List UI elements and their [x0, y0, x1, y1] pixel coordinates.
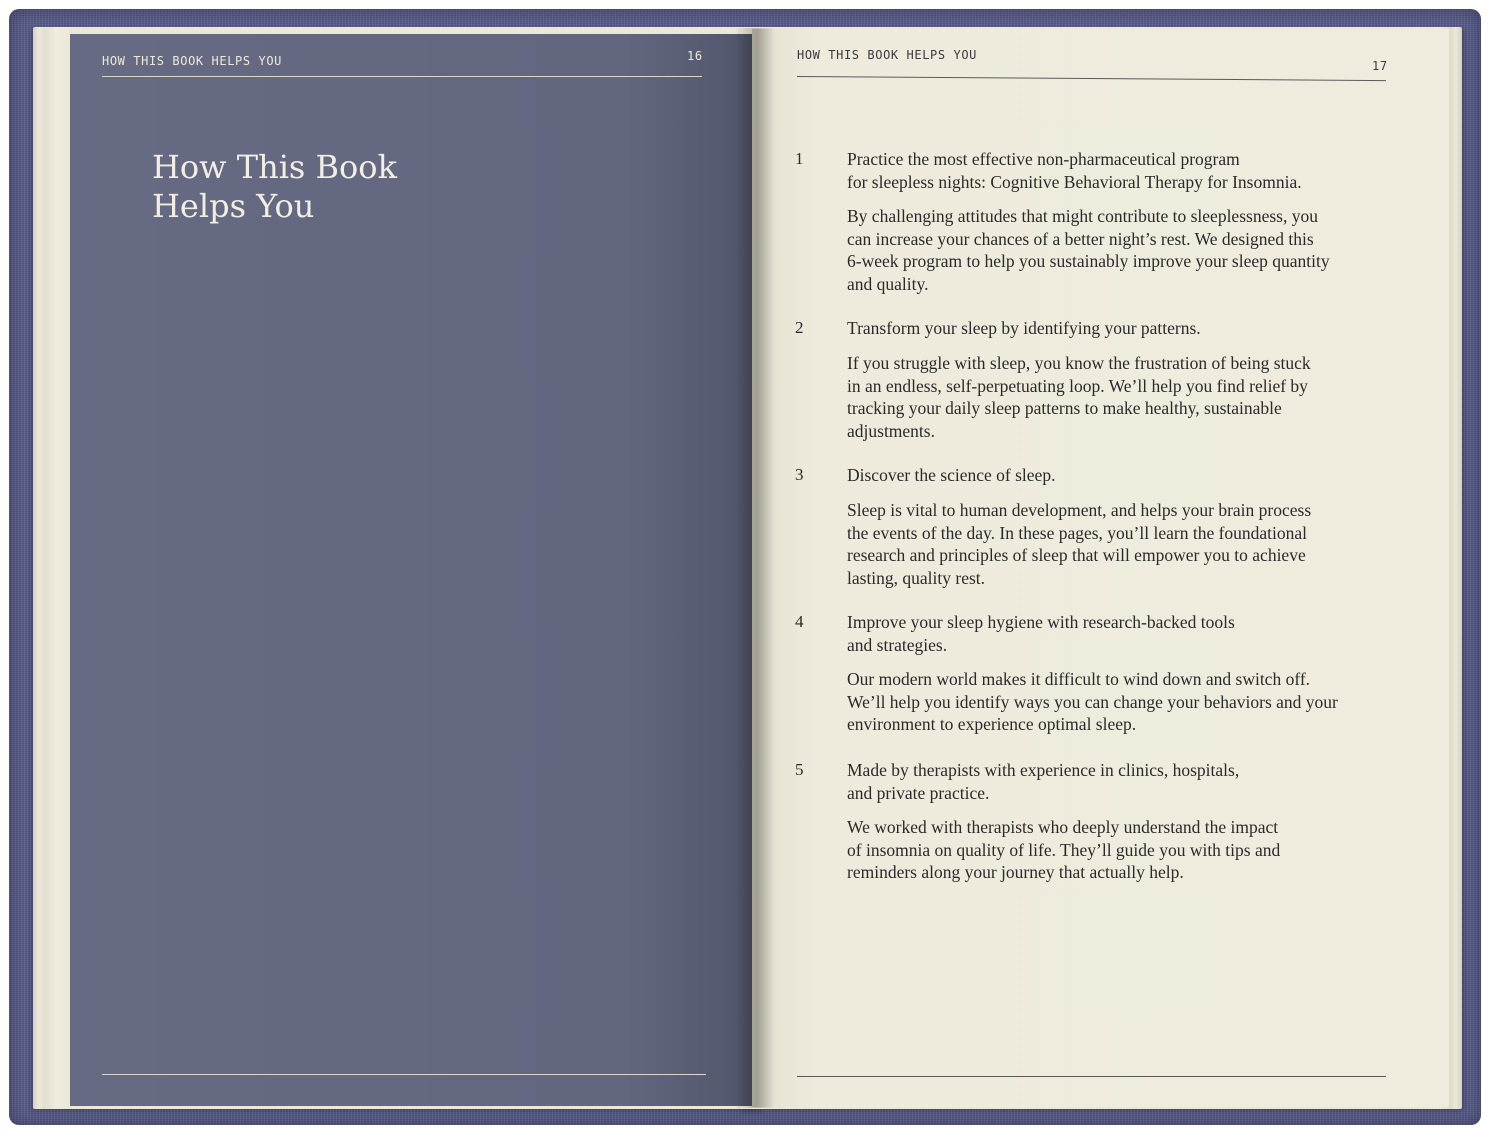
chapter-title-line: Helps You — [152, 187, 315, 225]
item-body-line: 6-week program to help you sustainably improve your sleep quantity — [847, 251, 1330, 271]
item-number: 5 — [795, 760, 804, 779]
item-number: 4 — [795, 612, 804, 631]
left-header-rule — [102, 76, 702, 77]
chapter-title-line: How This Book — [152, 148, 397, 186]
item-body-line: environment to experience optimal sleep. — [847, 714, 1137, 734]
item-heading — [847, 464, 1347, 487]
item-body — [847, 352, 1352, 442]
item-body-line: We’ll help you identify ways you can change your behaviors and your — [847, 691, 1338, 712]
item-heading-line: for sleepless nights: Cognitive Behavioral Therapy for Insomnia. — [847, 171, 1302, 192]
item-body — [847, 668, 1352, 736]
item-body-line: research and principles of sleep that will empower you to achieve — [847, 545, 1306, 565]
left-page-number: 16 — [687, 49, 703, 63]
right-page-number: 17 — [1372, 59, 1388, 73]
item-body-line: can increase your chances of a better night’s rest. We designed this — [847, 228, 1314, 249]
item-body-line: in an endless, self-perpetuating loop. We’ll help you find relief by — [847, 375, 1308, 396]
item-heading — [847, 759, 1347, 804]
item-heading-line: Discover the science of sleep. — [847, 465, 1056, 485]
item-body-line: By challenging attitudes that might contribute to sleeplessness, you — [847, 206, 1318, 226]
left-running-head: HOW THIS BOOK HELPS YOU — [102, 54, 282, 68]
item-heading-line: Transform your sleep by identifying your patterns. — [847, 318, 1201, 338]
item-heading-line: and strategies. — [847, 634, 948, 655]
item-heading-line: and private practice. — [847, 782, 990, 803]
item-body-line: reminders along your journey that actually help. — [847, 862, 1184, 882]
item-body-line: Our modern world makes it difficult to wind down and switch off. — [847, 669, 1311, 689]
item-body-line: adjustments. — [847, 420, 935, 441]
item-heading-line: Improve your sleep hygiene with research-backed tools — [847, 612, 1235, 632]
item-heading — [847, 148, 1347, 193]
item-number: 2 — [795, 318, 804, 337]
item-body-line: of insomnia on quality of life. They’ll guide you with tips and — [847, 839, 1281, 860]
item-body-line: tracking your daily sleep patterns to make healthy, sustainable — [847, 398, 1282, 418]
right-footer-rule — [797, 1076, 1386, 1077]
item-body-line: Sleep is vital to human development, and helps your brain process — [847, 500, 1312, 520]
item-body-line: We worked with therapists who deeply understand the impact — [847, 817, 1279, 837]
right-running-head: HOW THIS BOOK HELPS YOU — [797, 48, 977, 62]
item-body — [847, 499, 1352, 589]
item-number: 1 — [795, 149, 804, 168]
item-body-line: the events of the day. In these pages, you’ll learn the foundational — [847, 522, 1308, 543]
item-body-line: lasting, quality rest. — [847, 567, 986, 588]
item-heading — [847, 317, 1347, 340]
item-body-line: and quality. — [847, 273, 929, 294]
item-heading-line: Made by therapists with experience in clinics, hospitals, — [847, 760, 1240, 780]
item-body — [847, 205, 1352, 295]
item-heading — [847, 611, 1347, 656]
item-number: 3 — [795, 465, 804, 484]
item-body — [847, 816, 1352, 884]
left-footer-rule — [102, 1074, 706, 1075]
item-heading-line: Practice the most effective non-pharmaceutical program — [847, 149, 1240, 169]
chapter-title — [152, 148, 572, 226]
item-body-line: If you struggle with sleep, you know the frustration of being stuck — [847, 353, 1311, 373]
